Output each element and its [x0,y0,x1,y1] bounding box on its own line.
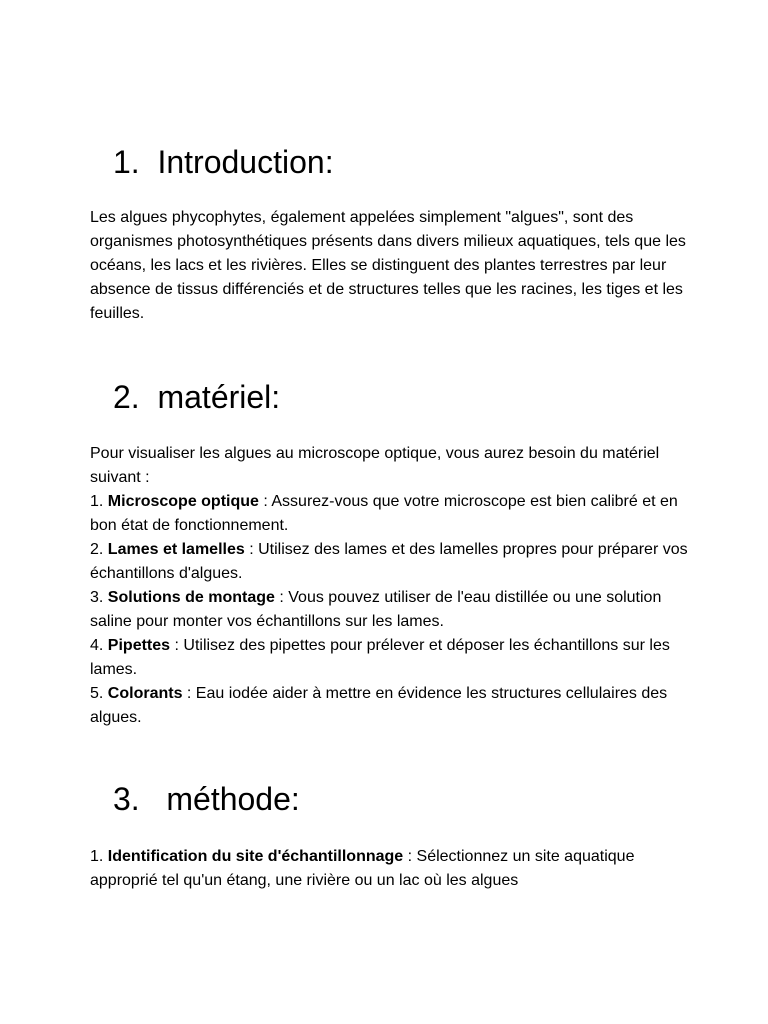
item-text: : Assurez-vous que votre microscope est bien calibré et en bon état de fonctionnement. [90,493,678,534]
item-text: : Vous pouvez utiliser de l'eau distillée ou une solution saline pour monter vos échantillons sur les lames. [90,589,662,630]
item-term: Solutions de montage [107,589,275,606]
section-title: Introduction: [157,144,334,180]
section-number: 1. [113,144,140,180]
list-item [90,682,690,730]
list-item [90,586,690,634]
section-heading-methode [113,779,300,819]
materiel-intro-paragraph: Pour visualiser les algues au microscope optique, vous aurez besoin du matériel suivant : [90,445,660,486]
item-term: Colorants [107,685,183,702]
item-number: 4. [90,637,108,654]
introduction-paragraph: Les algues phycophytes, également appelées simplement "algues", sont des organismes photosynthétiques présents dans divers milieux aquatiques, tels que les océans, les lacs et les rivières. Elles se distinguent des plantes terrestres par leur absence de tissus différenciés et de structures telles que les racines, les tiges et les feuilles. [90,209,686,322]
section-heading-introduction [113,142,334,182]
section-heading-materiel [113,377,280,417]
list-item [90,845,690,893]
item-number: 3. [90,589,108,606]
item-text: : Utilisez des pipettes pour prélever et déposer les échantillons sur les lames. [90,637,670,678]
section-title: matériel: [157,379,281,415]
item-number: 1. [90,848,108,865]
section-number: 3. [113,781,140,817]
item-number: 1. [90,493,108,510]
methode-list [90,845,690,893]
item-text: : Utilisez des lames et des lamelles propres pour préparer vos échantillons d'algues. [90,541,688,582]
item-term: Lames et lamelles [107,541,245,558]
item-text: : Sélectionnez un site aquatique approprié tel qu'un étang, une rivière ou un lac où les algues [90,848,635,889]
list-item [90,490,690,538]
item-term: Microscope optique [107,493,259,510]
list-item [90,634,690,682]
item-number: 2. [90,541,108,558]
item-text: : Eau iodée aider à mettre en évidence les structures cellulaires des algues. [90,685,668,726]
section-title: méthode: [166,781,300,817]
list-item [90,538,690,586]
item-term: Pipettes [107,637,171,654]
materiel-list [90,490,690,730]
item-term: Identification du site d'échantillonnage [107,848,404,865]
item-number: 5. [90,685,108,702]
section-number: 2. [113,379,140,415]
